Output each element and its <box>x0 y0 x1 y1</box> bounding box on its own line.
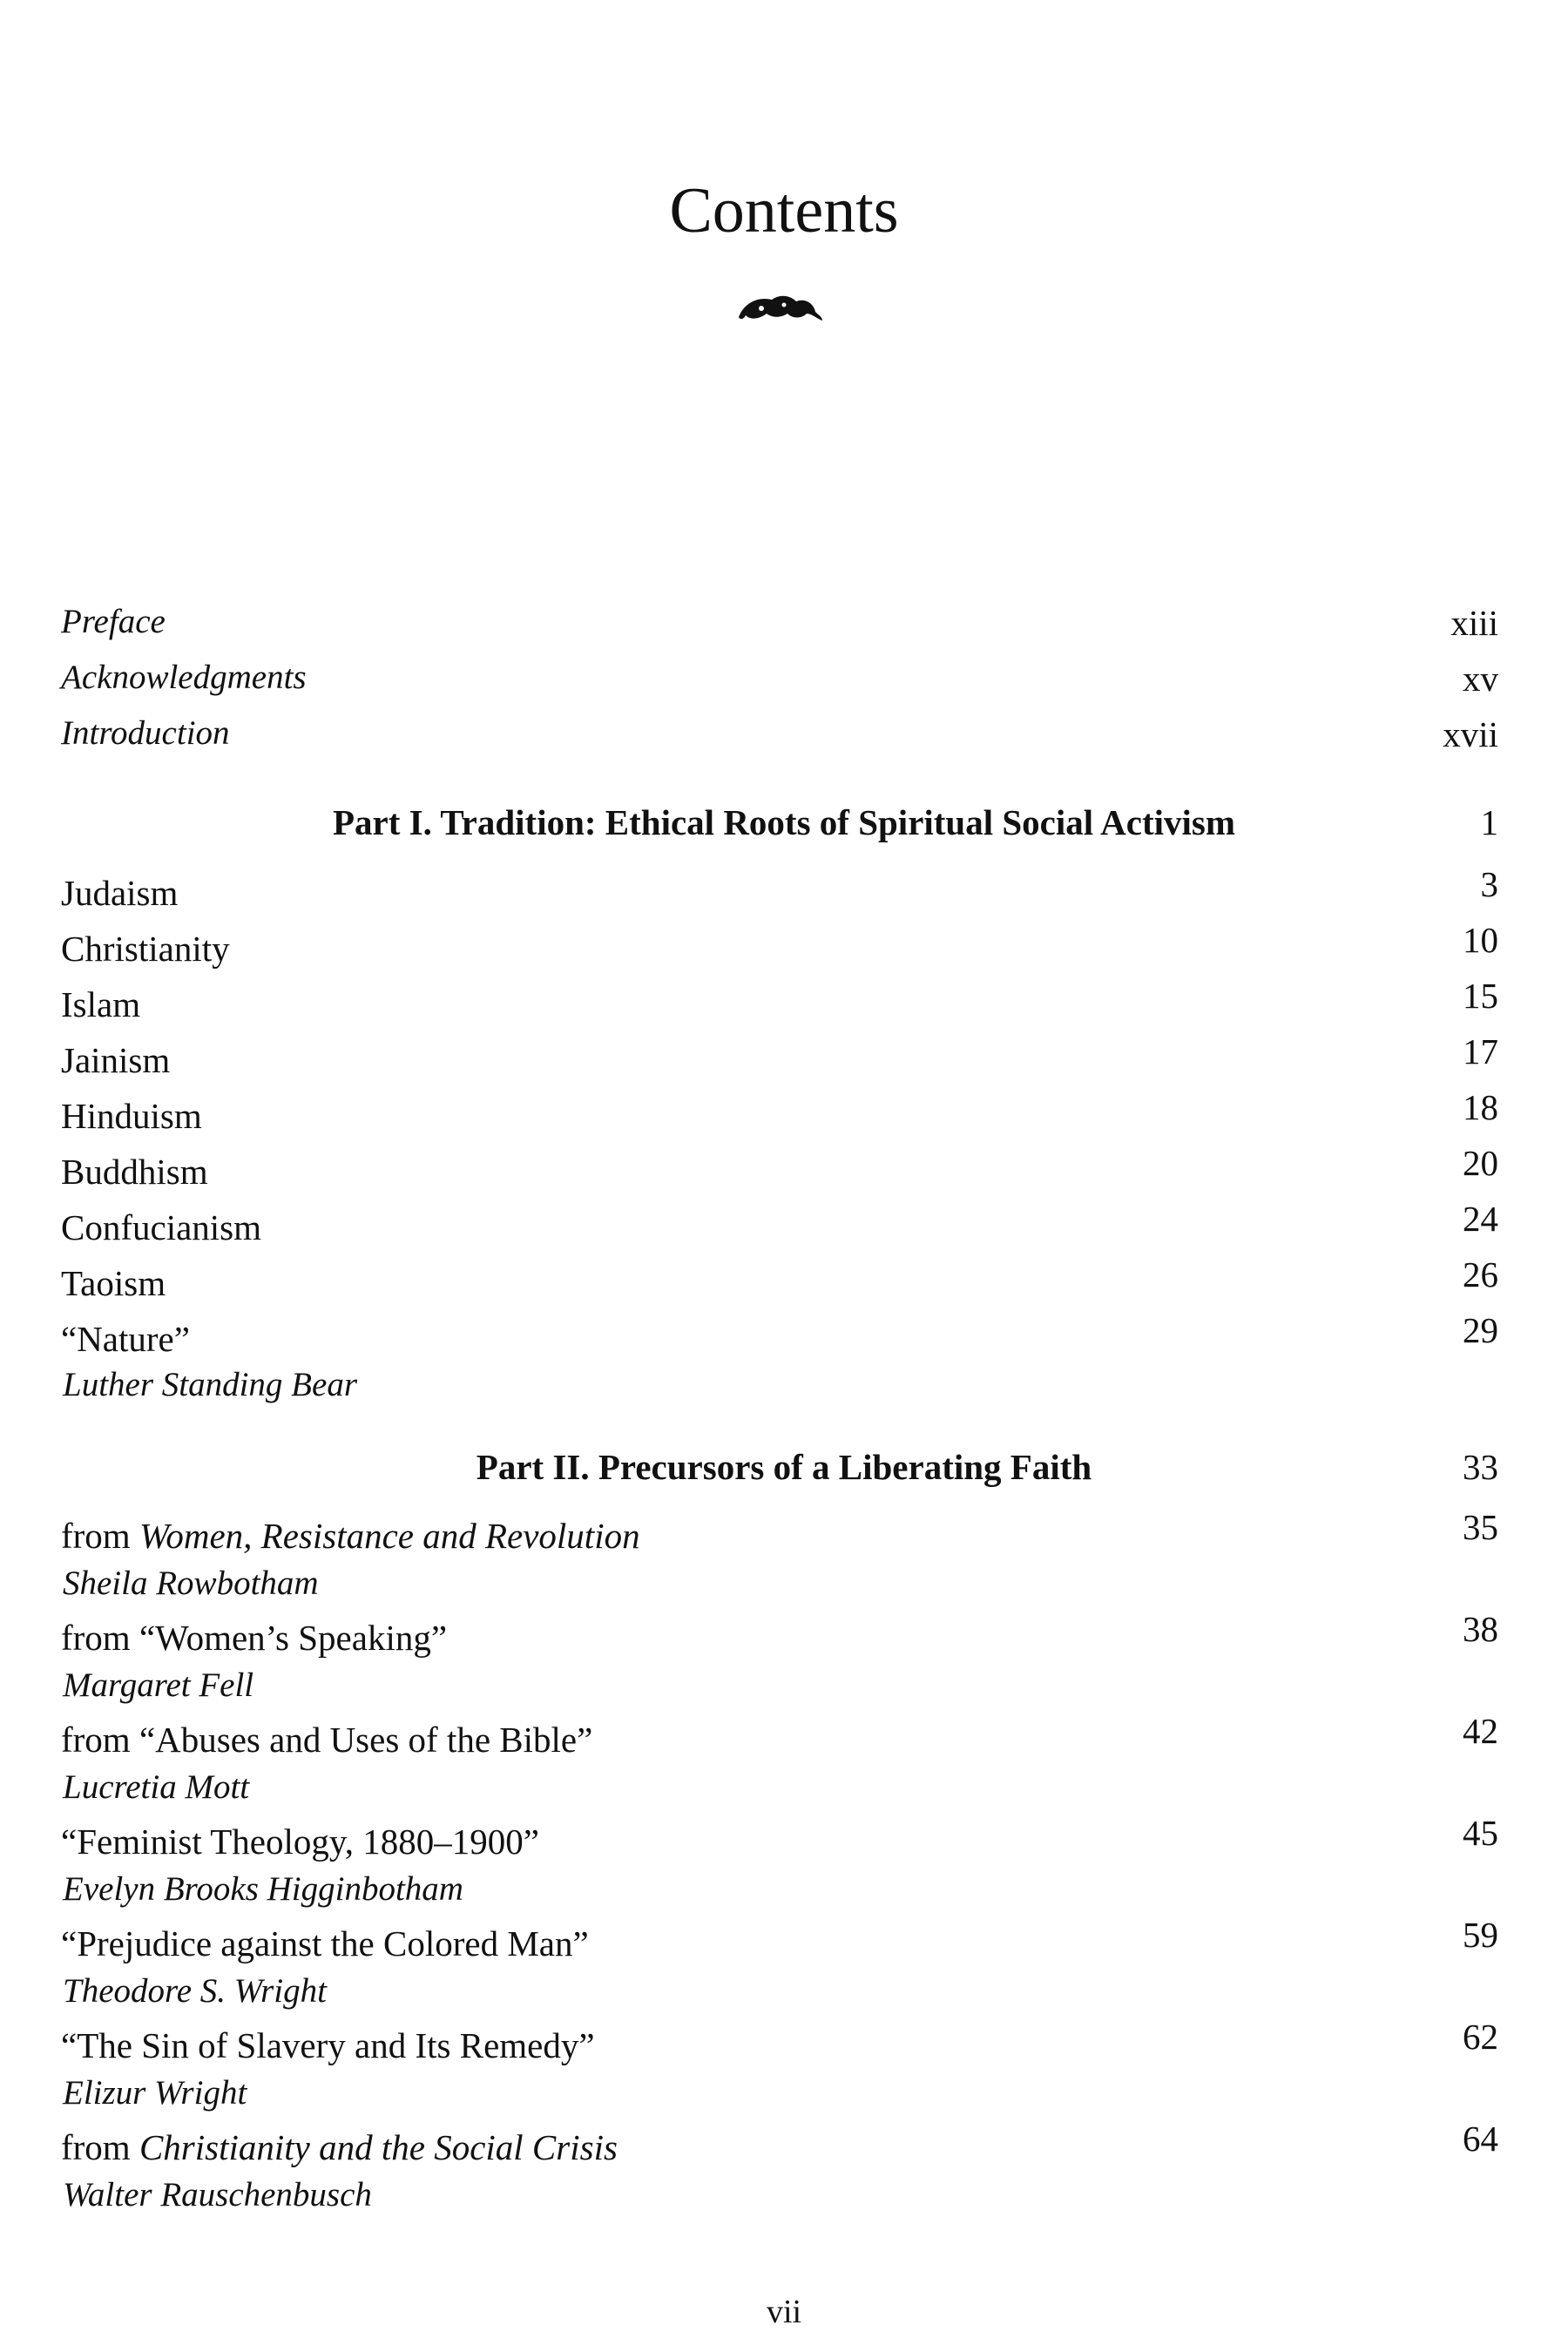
entry-prefix: from <box>61 2127 139 2167</box>
entry-title-text: “The Sin of Slavery and Its Remedy” <box>61 2025 595 2065</box>
entry-title: “Nature” <box>61 1319 190 1359</box>
entry-page: 15 <box>1463 976 1498 1016</box>
entry-page: xvii <box>1443 714 1498 754</box>
entry-title <box>61 1514 640 1558</box>
entry-page: 38 <box>1463 1609 1498 1649</box>
entry-page: 17 <box>1463 1031 1498 1071</box>
entry-title <box>61 1820 539 1864</box>
entry-title <box>61 1718 592 1762</box>
entry-author: Evelyn Brooks Higginbotham <box>63 1870 463 1908</box>
entry-title <box>61 1616 447 1660</box>
entry-page: 29 <box>1463 1310 1498 1350</box>
entry-title <box>61 2024 595 2068</box>
entry-page: 26 <box>1463 1254 1498 1294</box>
part-page: 33 <box>1463 1447 1498 1487</box>
entry-page: 3 <box>1480 864 1498 904</box>
entry-title-text: “Feminist Theology, 1880–1900” <box>61 1821 539 1862</box>
entry-title: Christianity <box>61 929 230 969</box>
entry-title: Buddhism <box>61 1152 208 1192</box>
entry-title: Introduction <box>61 714 230 752</box>
part-page: 1 <box>1480 802 1498 842</box>
entry-page: 64 <box>1463 2119 1498 2159</box>
entry-page: 45 <box>1463 1813 1498 1853</box>
entry-title: Acknowledgments <box>61 659 307 696</box>
entry-prefix: from <box>61 1618 139 1658</box>
entry-page: 35 <box>1463 1507 1498 1547</box>
entry-page: 20 <box>1463 1143 1498 1183</box>
entry-title: Jainism <box>61 1040 171 1080</box>
entry-author: Elizur Wright <box>63 2074 247 2112</box>
entry-title: Taoism <box>61 1263 166 1303</box>
entry-title-text: “Abuses and Uses of the Bible” <box>139 1720 593 1760</box>
entry-author: Sheila Rowbotham <box>63 1565 319 1602</box>
entry-author: Lucretia Mott <box>63 1768 250 1806</box>
entry-page: xv <box>1463 659 1498 699</box>
entry-author: Walter Rauschenbusch <box>63 2176 372 2213</box>
entry-page: 24 <box>1463 1199 1498 1239</box>
entry-page: 59 <box>1463 1915 1498 1955</box>
entry-title: Islam <box>61 984 141 1024</box>
entry-page: 10 <box>1463 920 1498 960</box>
entry-title-text: Christianity and the Social Crisis <box>139 2127 618 2167</box>
entry-author: Luther Standing Bear <box>63 1366 357 1403</box>
entry-author: Theodore S. Wright <box>63 1972 327 2010</box>
entry-prefix: from <box>61 1516 139 1556</box>
entry-author: Margaret Fell <box>63 1666 254 1704</box>
entry-title: Confucianism <box>61 1207 262 1247</box>
entry-page: xiii <box>1450 603 1498 643</box>
entry-title: Judaism <box>61 873 179 913</box>
entry-page: 62 <box>1463 2017 1498 2057</box>
part-title: Part I. Tradition: Ethical Roots of Spiritual Social Activism <box>332 802 1235 842</box>
entry-prefix: from <box>61 1720 139 1760</box>
entry-title: Hinduism <box>61 1096 202 1136</box>
entry-title <box>61 1922 589 1966</box>
entry-title-text: Women, Resistance and Revolution <box>139 1516 640 1556</box>
entry-title-text: “Prejudice against the Colored Man” <box>61 1923 589 1963</box>
part-title: Part II. Precursors of a Liberating Faith <box>476 1447 1092 1487</box>
page-number: vii <box>766 2294 802 2330</box>
entry-page: 18 <box>1463 1087 1498 1127</box>
entry-page: 42 <box>1463 1711 1498 1751</box>
ornament-icon <box>732 287 828 326</box>
page-title: Contents <box>669 175 899 247</box>
entry-title <box>61 2126 618 2170</box>
entry-title-text: “Women’s Speaking” <box>139 1618 448 1658</box>
entry-title: Preface <box>61 603 166 640</box>
